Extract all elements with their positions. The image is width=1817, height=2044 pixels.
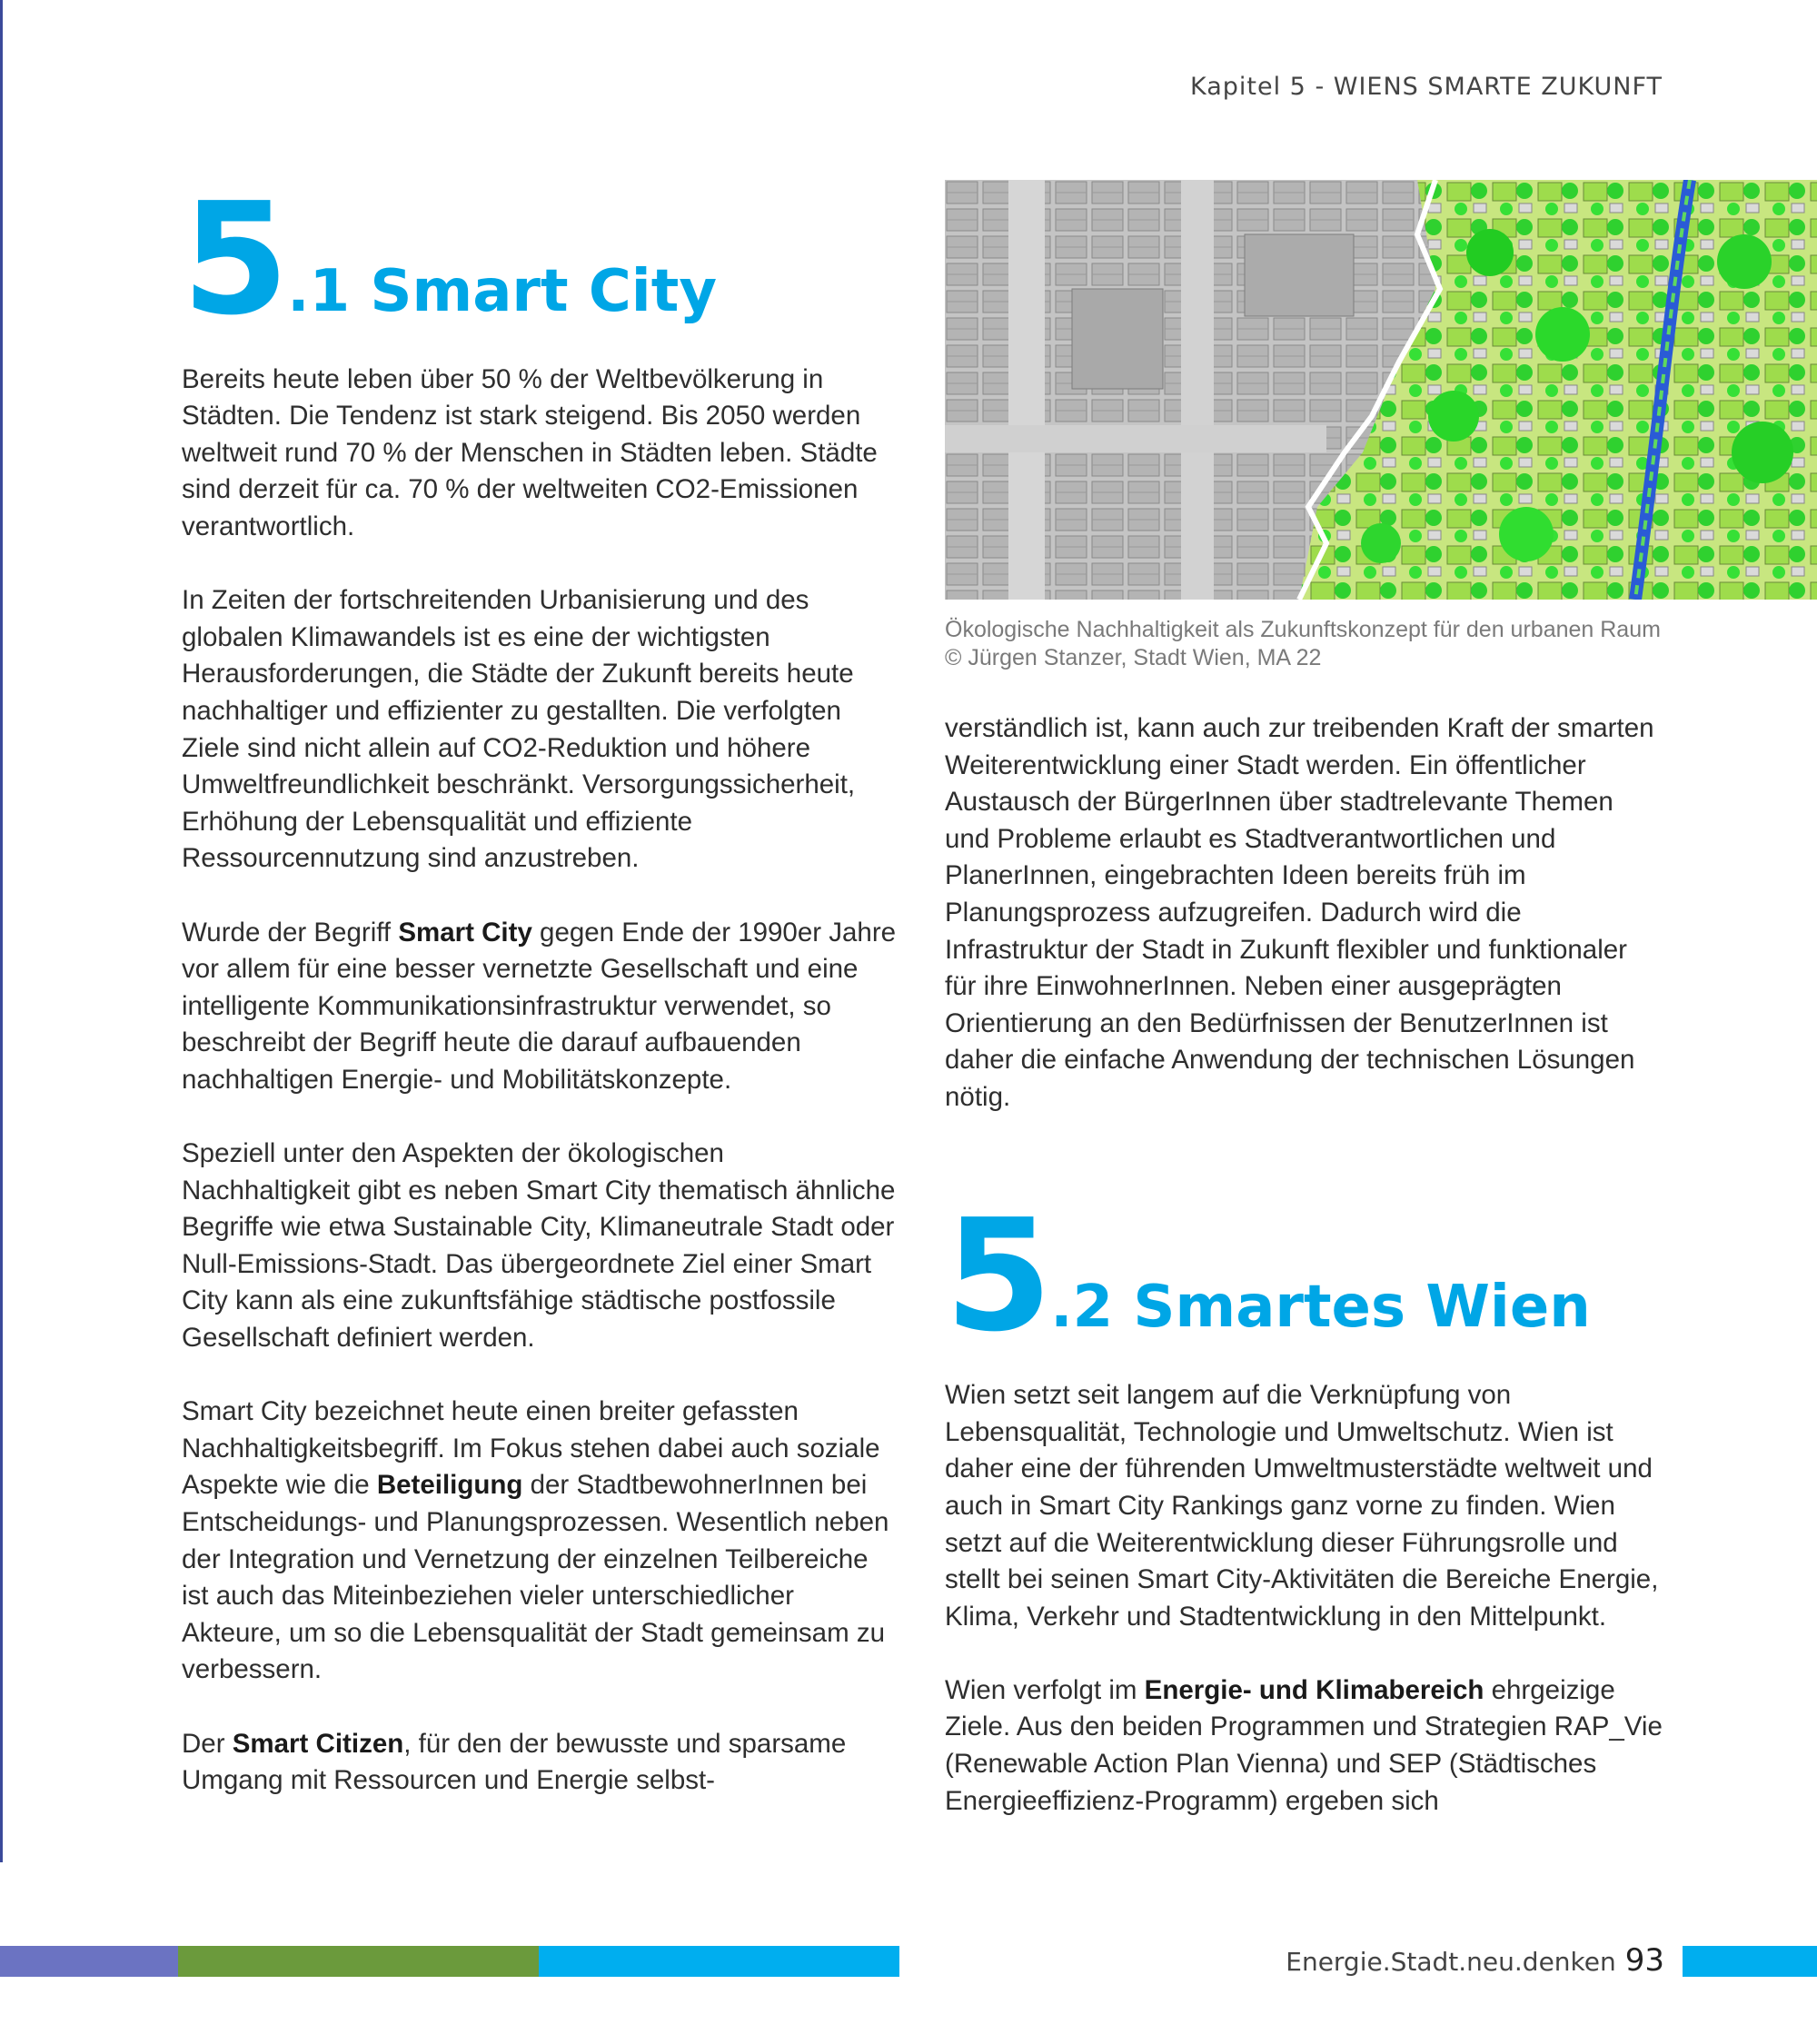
section-heading-5-2 <box>945 1186 1663 1366</box>
text-run: gegen Ende der 1990er Jahre vor allem für eine besser vernetzte Gesellschaft und eine intelligente Kommunikationsinfrastruktur verwendet, so beschreibt der Begriff heute die darauf aufbauenden nachhaltigen Energie- und Mobilitätskonzepte. <box>182 917 897 1095</box>
footer-publication-title: Energie.Stadt.neu.denken <box>1286 1947 1616 1977</box>
footer-bar-green <box>178 1946 539 1977</box>
section-title: .1 Smart City <box>287 257 718 325</box>
chapter-header: Kapitel 5 - WIENS SMARTE ZUKUNFT <box>1189 73 1663 101</box>
bold-term: Energie- und Klimabereich <box>1144 1674 1484 1705</box>
text-run: der StadtbewohnerInnen bei Entscheidungs- und Planungsprozessen. Wesentlich neben der Integration und Vernetzung der einzelnen Teilbereiche ist auch das Miteinbeziehen vieler unterschiedlicher Akteure, um so die Lebensqualität der Stadt gemeinsam zu verbessern. <box>182 1470 889 1685</box>
bold-term: Smart City <box>398 917 532 948</box>
bold-term: Beteiligung <box>376 1470 523 1501</box>
body-paragraph <box>182 362 899 546</box>
section-title: .2 Smartes Wien <box>1050 1274 1591 1342</box>
text-run: Wien setzt seit langem auf die Verknüpfung von Lebensqualität, Technologie und Umweltschutz. Wien ist daher eine der führenden Umweltmusterstädte weltweit und auch in Smart City Rankings ganz vorne zu finden. Wien setzt auf die Weiterentwicklung dieser Führungsrolle und stellt bei seinen Smart City-Aktivitäten die Bereiche Energie, Klima, Verkehr und Stadtentwicklung in den Mittelpunkt. <box>945 1380 1659 1632</box>
footer-bar-purple <box>0 1946 178 1977</box>
body-paragraph <box>945 1377 1663 1635</box>
body-paragraph <box>182 1136 899 1357</box>
text-run: Bereits heute leben über 50 % der Weltbevölkerung in Städten. Die Tendenz ist stark steigend. Bis 2050 werden weltweit rund 70 % der Menschen in Städten leben. Städte sind derzeit für ca. 70 % der weltweiten CO2-Emissionen verantwortlich. <box>182 363 878 541</box>
city-illustration <box>945 180 1817 600</box>
page-edge-rule <box>0 0 3 1862</box>
body-paragraph <box>945 1672 1663 1820</box>
body-paragraph <box>182 915 899 1099</box>
text-run: ehrgeizige Ziele. Aus den beiden Programmen und Strategien RAP_Vie (Renewable Action Plan Vienna) und SEP (Städtisches Energieeffizienz-Programm) ergeben sich <box>945 1674 1663 1816</box>
body-paragraph <box>182 1394 899 1689</box>
continuation-text <box>945 710 1663 1116</box>
section1-body <box>182 362 899 1800</box>
footer-bar-blue-right <box>1683 1946 1817 1977</box>
text-run: verständlich ist, kann auch zur treibenden Kraft der smarten Weiterentwicklung einer Stadt werden. Ein öffentlicher Austausch der BürgerInnen über stadtrelevante Themen und Probleme erlaubt es StadtverantwortIichen und PlanerInnen, eingebrachten Ideen bereits früh im Planungsprozess aufzugreifen. Dadurch wird die Infrastruktur der Stadt in Zukunft flexibler und funktionaler für ihre EinwohnerInnen. Neben einer ausgeprägten Orientierung an den Bedürfnissen der BenutzerInnen ist daher die einfache Anwendung der technischen Lösungen nötig. <box>945 713 1654 1112</box>
section-number: 5 <box>182 170 284 350</box>
text-run: Der <box>182 1728 233 1759</box>
body-paragraph <box>945 710 1663 1116</box>
section-number: 5 <box>945 1186 1048 1366</box>
text-run: Speziell unter den Aspekten der ökologischen Nachhaltigkeit gibt es neben Smart City thematisch ähnliche Begriffe wie etwa Sustainable City, Klimaneutrale Stadt oder Null-Emissions-Stadt. Das übergeordnete Ziel einer Smart City kann als eine zukunftsfähige städtische postfossile Gesellschaft definiert werden. <box>182 1138 896 1354</box>
text-run: Wien verfolgt im <box>945 1674 1145 1705</box>
text-run: Smart City bezeichnet heute einen breiter gefassten Nachhaltigkeitsbegriff. Im Fokus stehen dabei auch soziale Aspekte wie die <box>182 1396 880 1501</box>
image-caption: Ökologische Nachhaltigkeit als Zukunftskonzept für den urbanen Raum © Jürgen Stanzer, Stadt Wien, MA 22 <box>945 617 1661 670</box>
section2-body <box>945 1377 1663 1820</box>
text-run: Wurde der Begriff <box>182 917 399 948</box>
bold-term: Smart Citizen <box>232 1728 404 1759</box>
page-number: 93 <box>1624 1942 1664 1979</box>
city-aerial-image <box>945 180 1817 600</box>
text-run: In Zeiten der fortschreitenden Urbanisierung und des globalen Klimawandels ist es eine der wichtigsten Herausforderungen, die Städte der Zukunft bereits heute nachhaltiger und effizienter zu gestallten. Die verfolgten Ziele sind nicht allein auf CO2-Reduktion und höhere Umweltfreundlichkeit beschränkt. Versorgungssicherheit, Erhöhung der Lebensqualität und effiziente Ressourcennutzung sind anzustreben. <box>182 585 856 874</box>
right-column <box>945 180 1663 1857</box>
text-run: , für den der bewusste und sparsame Umgang mit Ressourcen und Energie selbst- <box>182 1728 847 1796</box>
footer-bar-blue <box>539 1946 899 1977</box>
body-paragraph <box>182 582 899 878</box>
body-paragraph <box>182 1726 899 1800</box>
section-heading-5-1 <box>182 170 899 350</box>
left-column <box>182 170 899 1836</box>
footer <box>1286 1942 1664 1979</box>
